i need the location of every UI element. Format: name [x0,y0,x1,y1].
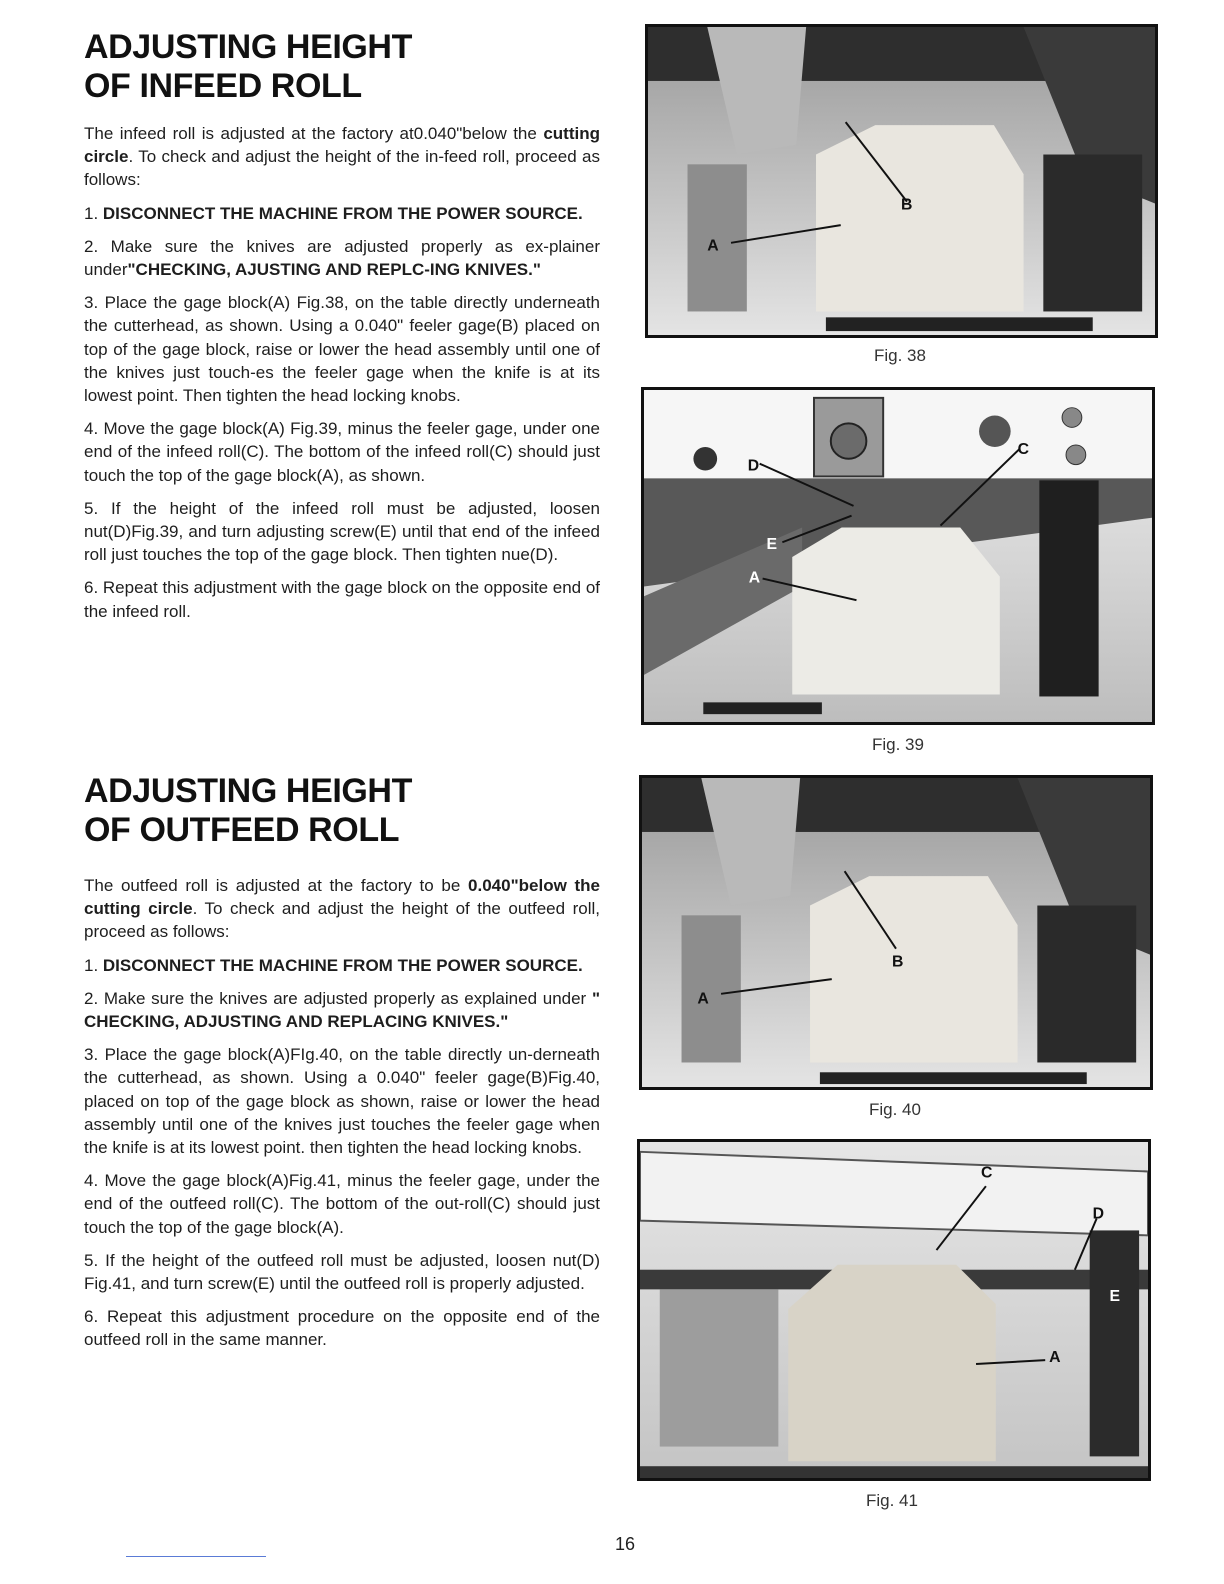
step-3: 3. Place the gage block(A) Fig.38, on the table directly underneath the cutterhead, as shown. Using a 0.040" feeler gage(B) placed on top of the gage block, raise or lower the head assembly until one of the knives just touch-es the feeler gage when the knife is at its lowest point. Then tighten the head locking knobs. [84,293,600,406]
step-6: 6. Repeat this adjustment procedure on the opposite end of the outfeed roll in the same manner. [84,1307,600,1350]
step-5: 5. If the height of the outfeed roll must be adjusted, loosen nut(D) Fig.41, and turn screw(E) until the outfeed roll is properly adjusted. [84,1250,600,1294]
figure-41-label-c: C [980,1164,993,1182]
step-5: 5. If the height of the infeed roll must be adjusted, loosen nut(D)Fig.39, and turn adjusting screw(E) until that end of the infeed roll just touches the top of the gage block. Then tighten nue(D). [84,498,600,565]
figure-39-label-c: C [1017,440,1029,458]
figure-40-illustration [642,778,1150,1087]
step-1: 1. DISCONNECT THE MACHINE FROM THE POWER SOURCE. [84,955,583,975]
step-2: 2. Make sure the knives are adjusted properly as explained under " CHECKING, ADJUSTING AND REPLACING KNIVES." [84,988,600,1032]
figure-38-label-b: B [901,196,913,214]
step-4: 4. Move the gage block(A)Fig.41, minus the feeler gage, under the end of the outfeed roll(C). The bottom of the out-roll(C) should just touch the top of the gage block(A). [84,1171,600,1237]
figure-41-label-e: E [1109,1288,1121,1306]
figure-38-caption: Fig. 38 [874,346,926,365]
section-title-infeed: ADJUSTING HEIGHT OF INFEED ROLL [84,28,412,105]
figure-40-photo [639,775,1153,1090]
step-1: 1. DISCONNECT THE MACHINE FROM THE POWER SOURCE. [84,203,583,223]
step-4: 4. Move the gage block(A) Fig.39, minus the feeler gage, under one end of the infeed roll(C). The bottom of the infeed roll(C) should just touch the top of the gage block(A), as shown. [84,419,600,485]
step-6: 6. Repeat this adjustment with the gage block on the opposite end of the infeed roll. [84,578,601,621]
figure-38-label-a: A [707,237,719,255]
figure-39-label-e: E [766,536,778,554]
step-2: 2. Make sure the knives are adjusted properly as ex-plainer under"CHECKING, AJUSTING AND REPLC-ING KNIVES." [84,236,600,280]
figure-41-illustration [640,1142,1148,1478]
footer-rule [126,1556,266,1557]
figure-41-photo [637,1139,1151,1481]
section-outfeed [84,772,600,1352]
figure-39-label-d: D [747,457,760,475]
figure-39-photo [641,387,1155,725]
step-3: 3. Place the gage block(A)FIg.40, on the table directly un-derneath the cutterhead, as shown. Using a 0.040" feeler gage(B)Fig.40, placed on top of the gage block as shown, raise or lower the head assembly until one of the knives just touches the feeler gage when the knife is at its lowest point. then tighten the head locking knobs. [84,1045,600,1158]
figure-40-label-b: B [892,953,904,971]
figure-41-label-a: A [1049,1349,1061,1367]
intro-paragraph: The infeed roll is adjusted at the factory at0.040"below the cutting circle. To check and adjust the height of the in-feed roll, proceed as follows: [84,124,600,190]
figure-39-illustration [644,390,1152,722]
figure-41-label-d: D [1092,1205,1105,1223]
section-title-outfeed: ADJUSTING HEIGHT OF OUTFEED ROLL [84,772,412,849]
intro-paragraph: The outfeed roll is adjusted at the factory to be 0.040"below the cutting circle. To check and adjust the height of the outfeed roll, proceed as follows: [84,876,600,942]
figure-41-caption: Fig. 41 [866,1491,918,1510]
figure-40-caption: Fig. 40 [869,1100,921,1119]
page-number: 16 [614,1534,636,1554]
figure-40-label-a: A [697,990,709,1008]
figure-38-photo [645,24,1158,338]
figure-39-caption: Fig. 39 [872,735,924,754]
figure-39-label-a: A [748,569,761,587]
section-infeed [84,28,600,623]
figure-38-illustration [648,27,1155,335]
